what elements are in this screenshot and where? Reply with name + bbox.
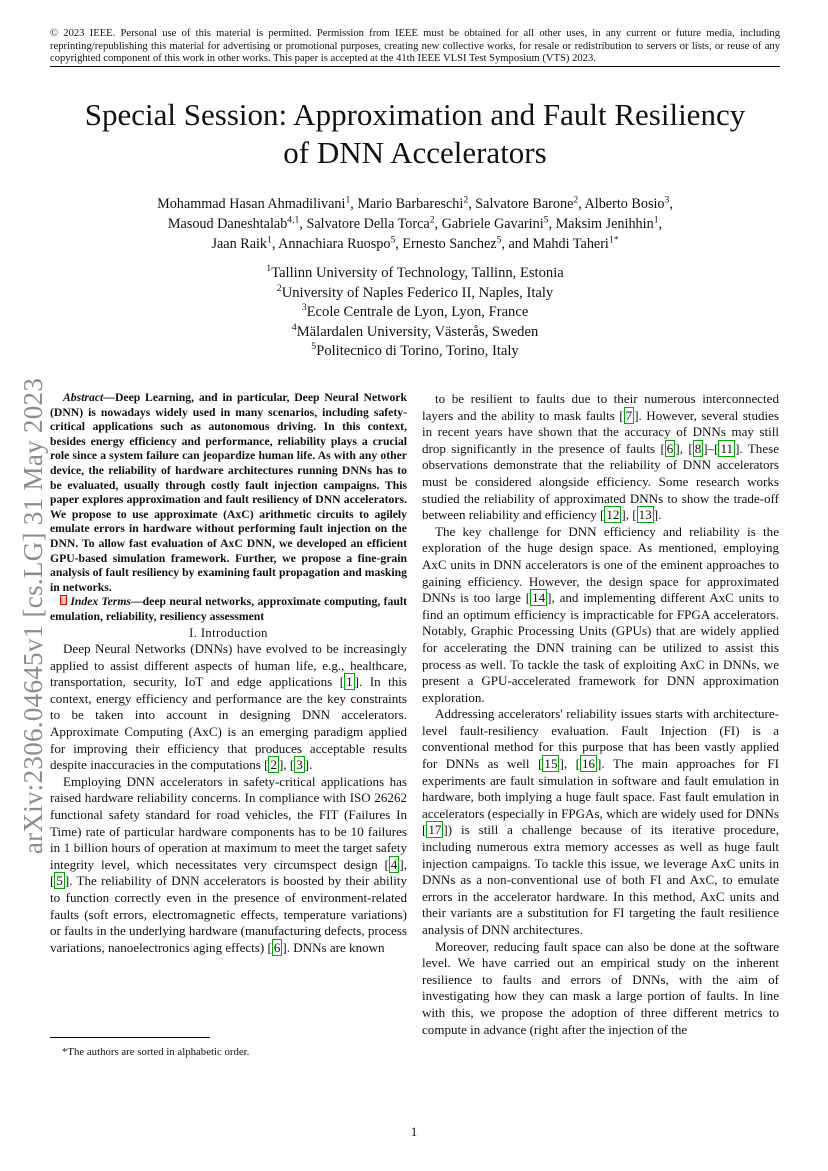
citation-link[interactable]: 17 — [428, 822, 442, 838]
affiliation-item: $^5$Politecnico di Torino, Torino, Italy — [311, 341, 519, 359]
citation-link[interactable]: 16 — [582, 756, 596, 772]
body-paragraph: to be resilient to faults due to their numerous interconnected layers and the ability to mask faults [ 7 ]. However, several studies in recent years have shown that the accuracy of DNNs may still drop significantly in the presence of faults [ 6 ], [ 8 ]–[ 11 ]. These observations demonstrate that the reliability of DNN accelerators must be considered alongside efficiency. Some research works studied the reliability of approximated DNNs to show the trade-off between reliability and efficiency [ 12 ], [ 13 ]. — [422, 391, 779, 523]
author-affiliation-mark: 4,1 — [287, 214, 300, 226]
author-affiliation-mark: 5 — [496, 234, 502, 246]
author-name: Maksim Jenihhin — [555, 216, 654, 232]
author-affiliation-mark: 1* — [608, 234, 619, 246]
index-terms-text: —deep neural networks, approximate computing, fault emulation, reliability, resiliency assessment — [50, 595, 408, 623]
citation-link[interactable]: 7 — [625, 407, 633, 423]
intro-right-text — [422, 391, 779, 1038]
citation-link[interactable]: 6 — [273, 939, 281, 955]
author-name: Ernesto Sanchez — [402, 236, 497, 252]
author-name: Mahdi Taheri — [532, 236, 609, 252]
body-paragraph: Employing DNN accelerators in safety-critical applications has raised hardware reliability concerns. In compliance with ISO 26262 functional safety standard for road vehicles, the FIT (Failures In Time) rate of particular hardware components has to be 10 failures in 1 billion hours of operation at maximum to meet the target safety integrity level, which necessitates very circumspect design [ 4 ], [ 5 ]. The reliability of DNN accelerators is boosted by their ability to function correctly even in the presence of environment-related faults (soft errors, electromagnetic effects, temperature variations) or faults in the underlying hardware (manufacturing defects, process variations, nanoelectronics aging effects) [ 6 ]. DNNs are known — [50, 773, 407, 955]
citation-link[interactable]: 15 — [544, 756, 558, 772]
body-paragraph: Deep Neural Networks (DNNs) have evolved to be increasingly applied to assist different aspects of human life, e.g., healthcare, transportation, security, IoT and edge applications [ 1 ]. In this context, energy efficiency and performance are the key constraints to be taken into account in designing DNN accelerators. Approximate Computing (AxC) is an emerging paradigm applied for improving their efficiency that produces acceptable results despite inaccuracies in the computations [ 2 ], [ 3 ]. — [50, 641, 407, 773]
arxiv-identifier: arXiv:2306.04645v1 [cs.LG] 31 May 2023 — [18, 377, 48, 855]
author-affiliation-mark: 3 — [664, 194, 670, 206]
body-paragraph: Moreover, reducing fault space can also be done at the software level. We have carried out an empirical study on the inherent resilience to faults and errors of DNNs, with the aim of investigating how they can mask a large portion of faults. In line with this, we propose the adoption of three different metrics to compute in advance (right after the injection of the — [422, 938, 779, 1037]
citation-link[interactable]: 6 — [666, 440, 674, 456]
title-line-2: of DNN Accelerators — [283, 135, 547, 170]
author-list: Mohammad Hasan Ahmadilivani$^1$, Mario Barbareschi$^2$, Salvatore Barone$^2$, Alberto Bosio$^3$, Masoud Daneshtalab$^{4,1}$, Salvatore Della Torca$^2$, Gabriele Gavarini$^5$, Maksim Jenihhin$^1$, Jaan Raik$^1$, Annachiara Ruospo$^5$, Ernesto Sanchez$^5$, and Mahdi Taheri$^{1*}$ — [157, 194, 673, 252]
citation-link[interactable]: 5 — [56, 873, 63, 889]
left-column — [50, 391, 407, 956]
header-rule — [50, 66, 780, 67]
section-heading: I. Introduction — [189, 625, 268, 640]
author-affiliation-mark: 2 — [573, 194, 579, 206]
affiliation-list — [150, 264, 680, 362]
paper-title — [40, 96, 790, 172]
citation-link[interactable]: 11 — [720, 440, 734, 456]
author-affiliation-mark: 1 — [267, 234, 272, 246]
author-affiliation-mark: 5 — [543, 214, 549, 226]
author-affiliation-mark: 2 — [429, 214, 435, 226]
page-number: 1 — [410, 1124, 418, 1139]
author-name: Masoud Daneshtalab — [167, 216, 288, 232]
abstract — [50, 391, 407, 595]
citation-link[interactable]: 2 — [270, 757, 278, 773]
right-column — [422, 391, 779, 1038]
body-paragraph: Addressing accelerators' reliability issues starts with architecture-level fault-resiliency evaluation. Fault Injection (FI) is a conventional method for this purpose that has been vastly applied for DNNs as well [ 15 ], [ 16 ]. The main approaches for FI experiments are fault simulation in software and fault emulation in hardware, both implying a huge fault space. Fast fault emulation in accelerators (especially in FPGAs, which are widely used for DNNs [ 17 ]) is still a challenge because of its iterative procedure, including numerous extra memory accesses as well as huge fault injection campaigns. To tackle this issue, we leverage AxC units in DNNs as a non-conventional use of both FI and AxC, to emulate errors in the accelerator hardware. In this method, AxC units and their variants are a substitution for FI targeting the fault resilience analysis of DNN architectures. — [422, 706, 780, 937]
abstract-label: Abstract — [63, 391, 104, 404]
body-paragraph: The key challenge for DNN efficiency and reliability is the exploration of the huge design space. As mentioned, employing AxC units in DNN accelerators is one of the eminent approaches to gaining efficiency. However, the design space for approximated DNNs is too large [ 14 ], and implementing different AxC units to find an optimum efficiency is impracticable for FPGA accelerators. Notably, Graphic Processing Units (GPUs) that are widely applied for accelerating the DNN training can be utilized to assist this process as well. To tackle the task of exploiting AxC in DNNs, we present a GPU-accelerated framework for DNN approximation exploration. — [422, 523, 779, 705]
footnote-rule — [50, 1037, 210, 1038]
citation-link[interactable]: 14 — [532, 590, 546, 606]
author-affiliation-mark: 1 — [345, 194, 351, 206]
author-affiliation-mark: 2 — [463, 194, 469, 206]
copyright-notice: © 2023 IEEE. Personal use of this material is permitted. Permission from IEEE must be obtained for all other uses, in any current or future media, including reprinting/republishing this material for advertising or promotional purposes, creating new collective works, for resale or redistribution to servers or lists, or reuse of any copyrighted component of this work in other works. This paper is accepted at the 41th IEEE VLSI Test Symposium (VTS) 2023. — [50, 28, 780, 65]
affiliation-item: $^1$Tallinn University of Technology, Tallinn, Estonia — [266, 263, 564, 281]
author-name: Annachiara Ruospo — [278, 236, 391, 252]
author-name: Alberto Bosio — [584, 196, 665, 212]
author-name: Mario Barbareschi — [357, 196, 464, 212]
author-name: Mohammad Hasan Ahmadilivani — [157, 196, 346, 212]
author-name: Gabriele Gavarini — [441, 216, 544, 232]
author-name: Salvatore Barone — [475, 196, 574, 212]
index-terms — [50, 595, 407, 624]
author-name: Salvatore Della Torca — [306, 216, 430, 232]
citation-link[interactable]: 1 — [346, 674, 353, 690]
author-affiliation-mark: 1 — [653, 214, 659, 226]
citation-link[interactable]: 13 — [638, 507, 652, 523]
citation-link[interactable]: 8 — [694, 440, 702, 456]
author-affiliation-mark: 5 — [390, 234, 396, 246]
citation-link[interactable]: 4 — [390, 856, 398, 872]
annotation-marker-icon — [60, 595, 67, 605]
footnote: *The authors are sorted in alphabetic order. — [62, 1046, 250, 1058]
affiliation-item: $^2$University of Naples Federico II, Naples, Italy — [276, 282, 554, 301]
title-line-1: Special Session: Approximation and Fault Resiliency — [84, 97, 746, 132]
index-terms-label: Index Terms — [70, 595, 131, 609]
citation-link[interactable]: 12 — [606, 507, 620, 523]
affiliation-item: $^3$Ecole Centrale de Lyon, Lyon, France — [301, 302, 529, 320]
affiliation-item: $^4$Mälardalen University, Västerås, Sweden — [291, 321, 539, 340]
author-name: Jaan Raik — [211, 236, 268, 252]
intro-left-text — [50, 641, 407, 956]
citation-link[interactable]: 3 — [296, 757, 303, 773]
abstract-text: —Deep Learning, and in particular, Deep Neural Network (DNN) is nowadays widely used in many scenarios, including safety-critical applications such as autonomous driving. In this context, besides energy efficiency and performance, reliability plays a crucial role since a system failure can jeopardize human life. As with any other device, the reliability of hardware architectures running DNNs has to be evaluated, usually through costly fault injection campaigns. This paper explores approximation and fault resiliency of DNN accelerators. We propose to use approximate (AxC) arithmetic circuits to agilely emulate errors in hardware without performing fault injection on the DNN. To allow fast evaluation of AxC DNN, we developed an efficient GPU-based simulation framework. Further, we propose a fine-grain analysis of fault resiliency by examining fault propagation and masking in networks. — [50, 391, 407, 594]
